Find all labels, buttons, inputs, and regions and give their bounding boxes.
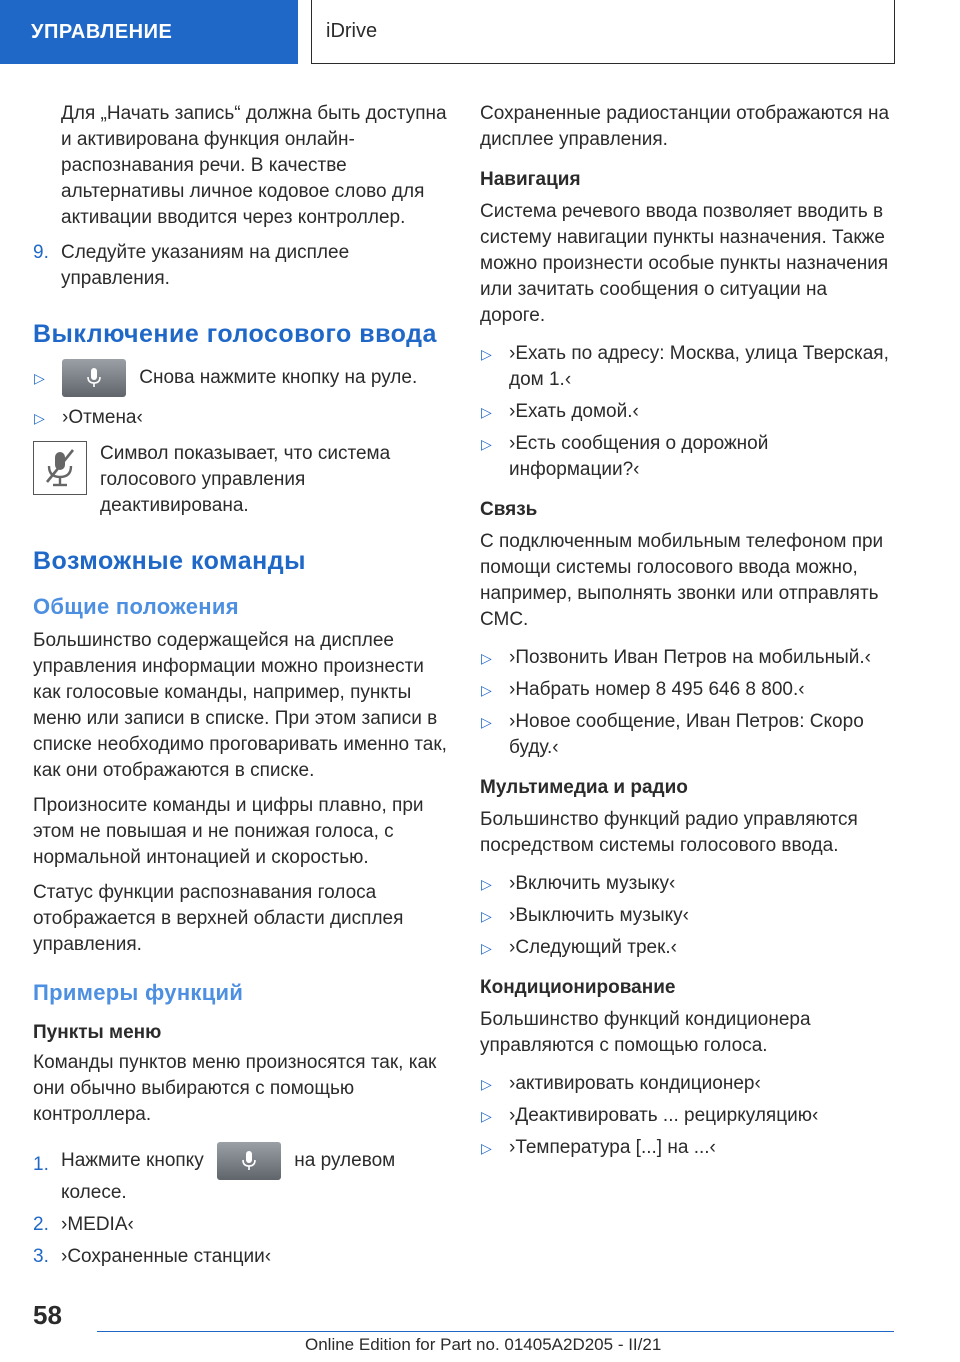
bullet-comm-3 (480, 709, 895, 761)
bullet-text: ›Выключить музыку‹ (509, 905, 689, 926)
bullet-text: ›Деактивировать ... рециркуляцию‹ (509, 1105, 819, 1126)
heading-commands: Возможные команды (33, 547, 306, 576)
bullet-text: ›активировать кондиционер‹ (509, 1073, 761, 1094)
bullet-cancel (33, 405, 448, 431)
bullet-text: ›Набрать номер 8 495 646 8 800.‹ (509, 679, 805, 700)
bullet-comm-1 (480, 645, 895, 671)
heading-media: Мультимедиа и радио (480, 777, 688, 798)
heading-navigation: Навигация (480, 169, 581, 190)
bullet-text: Снова нажмите кнопку на руле. (139, 367, 418, 389)
step-number: 1. (33, 1154, 49, 1176)
page-number: 58 (33, 1300, 62, 1330)
climate-paragraph: Большинство функций кондиционера управляются с помощью голоса. (480, 1009, 811, 1056)
heading-climate: Кондиционирование (480, 977, 676, 998)
bullet-text: ›Ехать домой.‹ (509, 401, 639, 422)
bullet-text: ›Позвонить Иван Петров на мобильный.‹ (509, 647, 871, 668)
bullet-media-2 (480, 903, 895, 929)
step-text: Следуйте указаниям на дисплее управления. (61, 242, 350, 289)
triangle-right-icon: ▷ (34, 410, 45, 427)
bullet-text: ›Ехать по адресу: Москва, улица Тверская, дом 1.‹ (509, 343, 889, 390)
bullet-climate-3 (480, 1135, 895, 1161)
triangle-right-icon: ▷ (481, 650, 492, 666)
bullet-text: ›Включить музыку‹ (509, 873, 676, 894)
triangle-right-icon: ▷ (481, 908, 492, 924)
step-1 (33, 1142, 448, 1206)
radio-paragraph: Сохраненные радиостанции отображаются на дисплее управления. (480, 103, 890, 150)
triangle-right-icon: ▷ (481, 876, 492, 892)
step-number: 9. (33, 242, 49, 263)
step-9 (33, 240, 448, 292)
bullet-text: ›Следующий трек.‹ (509, 937, 678, 958)
general-paragraph-2: Произносите команды и цифры плавно, при этом не повышая и не понижая голоса, с нормальной интонацией и скоростью. (33, 795, 424, 869)
intro-paragraph: Для „Начать запись“ должна быть доступна и активирована функция онлайн-распознавания речи. В качестве альтернативы личное кодовое слово для активации вводится через контроллер. (61, 103, 447, 228)
step-3 (33, 1244, 448, 1270)
heading-menu-items: Пункты меню (33, 1022, 162, 1044)
bullet-text: ›Есть сообщения о дорожной информации?‹ (509, 433, 769, 480)
step-text: ›MEDIA‹ (61, 1214, 134, 1236)
bullet-media-3 (480, 935, 895, 961)
menu-paragraph: Команды пунктов меню произносятся так, как они обычно выбираются с помощью контроллера. (33, 1052, 437, 1126)
triangle-right-icon: ▷ (481, 1140, 492, 1156)
symbol-text: Символ показывает, что система голосового управления деактивирована. (100, 443, 391, 517)
bullet-climate-2 (480, 1103, 895, 1129)
heading-voice-off: Выключение голосового ввода (33, 320, 437, 348)
step-text: ›Сохраненные станции‹ (61, 1246, 272, 1268)
bullet-text: ›Новое сообщение, Иван Петров: Скоро буду.‹ (509, 711, 864, 758)
heading-communication: Связь (480, 499, 538, 520)
step-number: 2. (33, 1214, 49, 1236)
step-text: на рулевом колесе. (61, 1150, 396, 1204)
navigation-paragraph: Система речевого ввода позволяет вводить в систему навигации пункты назначения. Также можно произнести особые пункты назначения или зачитать сообщения о ситуации на дороге. (480, 201, 889, 326)
step-2 (33, 1212, 448, 1238)
step-text: Нажмите кнопку (61, 1150, 204, 1172)
bullet-text: ›Температура [...] на ...‹ (509, 1137, 716, 1158)
footer-divider (97, 1331, 894, 1332)
triangle-right-icon: ▷ (34, 370, 45, 386)
right-column (480, 101, 895, 1167)
heading-examples: Примеры функций (33, 980, 244, 1006)
bullet-nav-2 (480, 399, 895, 425)
triangle-right-icon: ▷ (481, 682, 492, 698)
heading-general: Общие положения (33, 594, 239, 620)
bullet-climate-1 (480, 1071, 895, 1097)
triangle-right-icon: ▷ (481, 404, 492, 420)
left-column (33, 101, 448, 1276)
chapter-tab: iDrive (311, 0, 895, 64)
bullet-nav-3 (480, 431, 895, 483)
triangle-right-icon: ▷ (481, 940, 492, 956)
triangle-right-icon: ▷ (481, 1108, 492, 1124)
triangle-right-icon: ▷ (481, 346, 492, 362)
microphone-icon (217, 1142, 281, 1180)
microphone-crossed-icon (33, 441, 87, 495)
section-tab: УПРАВЛЕНИЕ (0, 0, 298, 64)
bullet-media-1 (480, 871, 895, 897)
footer-edition: Online Edition for Part no. 01405A2D205 - II/21 (305, 1335, 662, 1354)
media-paragraph: Большинство функций радио управляются посредством системы голосового ввода. (480, 809, 858, 856)
symbol-note (33, 441, 448, 519)
bullet-comm-2 (480, 677, 895, 703)
step-number: 3. (33, 1246, 49, 1268)
bullet-nav-1 (480, 341, 895, 393)
bullet-press-button (33, 359, 448, 397)
microphone-icon (62, 359, 126, 397)
triangle-right-icon: ▷ (481, 436, 492, 452)
triangle-right-icon: ▷ (481, 1076, 492, 1092)
triangle-right-icon: ▷ (481, 714, 492, 730)
bullet-text: ›Отмена‹ (62, 407, 143, 429)
communication-paragraph: С подключенным мобильным телефоном при помощи системы голосового ввода можно, например, выполнять звонки или отправлять СМС. (480, 531, 884, 630)
general-paragraph-3: Статус функции распознавания голоса отображается в верхней области дисплея управления. (33, 882, 404, 956)
general-paragraph-1: Большинство содержащейся на дисплее управления информации можно произнести как голосовые команды, например, пункты меню или записи в списке. При этом записи в списке необходимо проговаривать именно так, как они отображаются в списке. (33, 630, 447, 782)
